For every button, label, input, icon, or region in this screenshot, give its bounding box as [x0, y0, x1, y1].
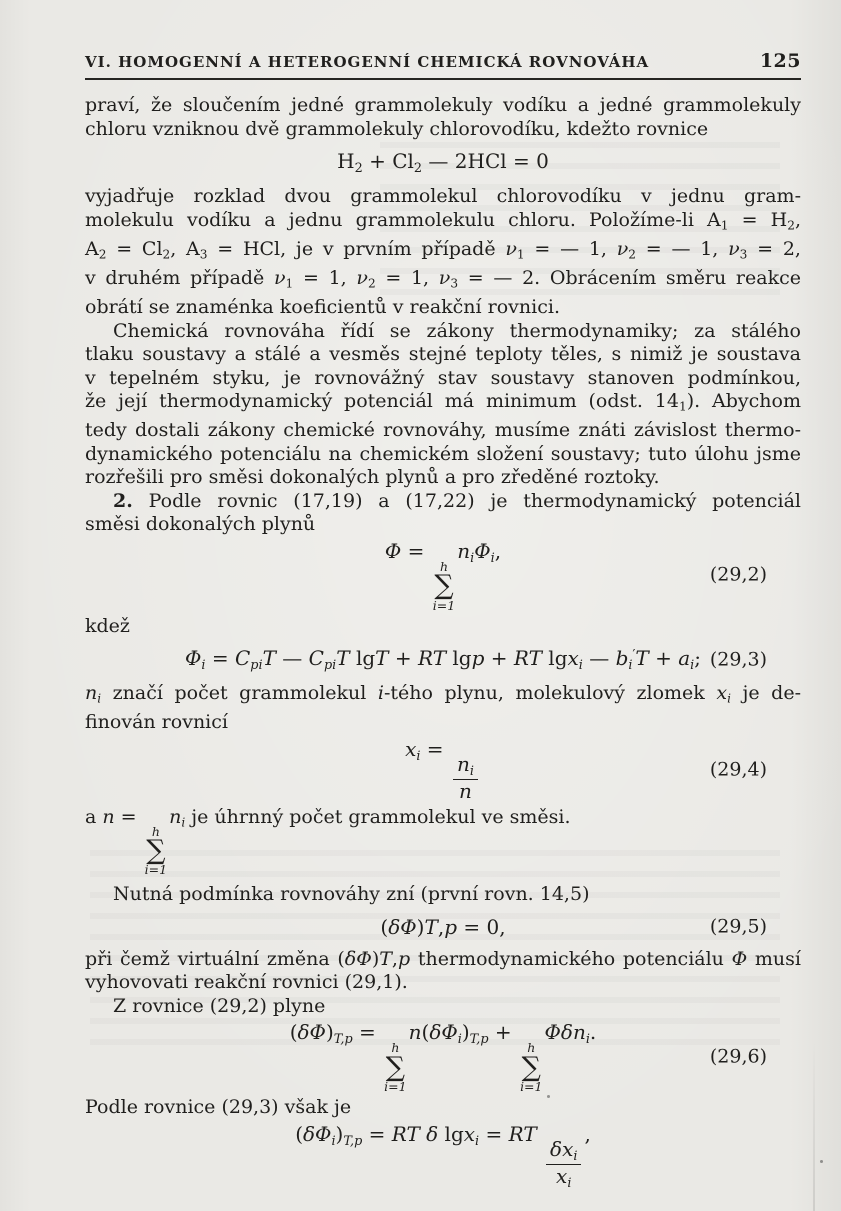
sum-upper-limit: h	[439, 558, 449, 574]
summation-symbol	[433, 560, 455, 612]
text-run: H	[337, 149, 355, 173]
sum-lower-limit: i=1	[384, 1079, 407, 1095]
text-run: T,p	[469, 1032, 489, 1048]
text-run: =	[362, 1121, 392, 1146]
text-run: n	[458, 779, 472, 804]
text-run: (	[380, 914, 389, 939]
text-line	[85, 267, 801, 296]
text-run: T	[336, 646, 350, 671]
text-run: a	[678, 646, 691, 671]
text-run: i	[181, 815, 186, 830]
text-run: (	[289, 1020, 298, 1045]
text-run: δΦ	[388, 914, 417, 939]
running-header	[85, 0, 801, 72]
text-run: ν	[356, 266, 368, 289]
text-run: (	[295, 1121, 303, 1146]
text-line	[85, 343, 801, 367]
text-run: Φ	[474, 538, 491, 563]
text-run: RT	[508, 1121, 537, 1146]
chapter-title: VI. HOMOGENNÍ A HETEROGENNÍ CHEMICKÁ ROVNOVÁHA	[85, 53, 650, 71]
text-run: )	[371, 947, 380, 970]
text-line	[85, 320, 801, 344]
text-run: ;	[694, 646, 702, 671]
text-run: Chemická rovnováha řídí se zákony thermodynamiky; za stálého	[113, 319, 801, 342]
text-run: lg	[438, 1121, 464, 1146]
text-run: T	[424, 914, 438, 939]
text-line	[85, 296, 801, 320]
text-run: tedy dostali zákony chemické rovnováhy, musíme znáti závislost thermo-	[85, 419, 801, 442]
text-run: p	[444, 914, 457, 939]
text-run: x	[716, 682, 728, 705]
text-run: ,	[437, 914, 445, 939]
equation-body	[405, 736, 450, 764]
text-run: vyhovovati reakční rovnici (29,1).	[85, 971, 408, 994]
text-run: i	[470, 550, 475, 566]
sum-upper-limit: h	[151, 823, 160, 839]
text-run: —	[582, 646, 616, 671]
text-run: Nutná podmínka rovnováhy zní (první rovn. 14,5)	[113, 883, 590, 906]
equation-body	[385, 539, 431, 563]
text-run: δΦ	[297, 1020, 326, 1045]
equation-body	[295, 1121, 543, 1149]
text-run: ν	[616, 237, 629, 260]
text-run: 2	[98, 247, 107, 262]
page-content	[85, 0, 801, 1193]
paragraph-mole-fraction	[85, 682, 801, 735]
text-run: = HCl, je v prvním případě	[207, 237, 506, 260]
text-run: T	[375, 646, 389, 671]
text-run: lg	[349, 646, 376, 671]
text-run: lg	[541, 646, 568, 671]
text-run: i	[727, 691, 731, 706]
text-run: )	[335, 1121, 344, 1146]
text-run: C	[308, 646, 324, 671]
text-run: δΦ	[344, 947, 372, 970]
body-text	[85, 94, 801, 1190]
text-run	[537, 1122, 543, 1146]
text-line-kdez	[85, 615, 801, 639]
text-run: T	[262, 646, 276, 671]
text-run: směsi dokonalých plynů	[85, 513, 316, 536]
text-run: —	[275, 646, 309, 671]
text-run: n	[457, 538, 471, 563]
text-line	[85, 209, 801, 238]
text-run: i	[201, 657, 206, 673]
text-run: je úhrnný počet grammolekul ve směsi.	[185, 806, 571, 829]
text-run: i	[578, 657, 583, 673]
text-run: T	[379, 947, 392, 970]
summation-symbol	[384, 1041, 406, 1093]
text-run: = 0,	[457, 914, 506, 939]
text-run: 2	[162, 247, 171, 262]
text-run: i	[331, 1133, 336, 1149]
sum-upper-limit: h	[391, 1040, 400, 1056]
text-run: =	[401, 538, 431, 563]
paragraph-section-2	[85, 490, 801, 537]
text-run: 1	[516, 247, 525, 262]
equation-body	[184, 646, 702, 673]
text-run: n	[169, 806, 182, 829]
equation-body	[408, 1020, 519, 1048]
text-run: finován rovnicí	[85, 711, 228, 734]
text-run: = H	[728, 208, 788, 231]
text-run: vyjadřuje rozklad dvou grammolekul chlorovodíku v jednu gram-	[85, 185, 801, 208]
text-run: i	[97, 691, 102, 706]
text-run: T,p	[343, 1133, 363, 1149]
text-run: n	[85, 682, 98, 705]
fraction-numerator	[453, 751, 478, 780]
text-run: kdež	[85, 614, 130, 637]
text-line	[85, 94, 801, 118]
equation-29-4	[85, 737, 801, 802]
text-run: x	[567, 646, 579, 671]
text-run: i	[585, 1032, 590, 1048]
text-run: 3	[450, 276, 459, 291]
text-run: = — 1,	[524, 237, 617, 260]
text-run: T,p	[333, 1032, 353, 1048]
text-run: p	[397, 947, 411, 970]
text-run: i	[469, 763, 474, 779]
text-run: ν	[505, 237, 517, 260]
text-run: thermodynamického potenciálu	[410, 947, 732, 970]
text-run: + Cl	[362, 149, 414, 173]
text-run: +	[648, 646, 679, 671]
text-run: n	[456, 751, 470, 776]
text-line-from-eq	[85, 995, 801, 1019]
fraction	[546, 1136, 581, 1191]
text-line	[85, 466, 801, 490]
summation-symbol	[520, 1041, 542, 1093]
sigma-glyph: ∑	[385, 1051, 406, 1083]
text-run: — 2HCl = 0	[422, 149, 549, 173]
text-run: pi	[323, 657, 337, 673]
text-run: =	[205, 646, 235, 671]
text-run: ,	[494, 538, 502, 563]
text-run: 2	[787, 218, 795, 233]
text-run: 2	[367, 276, 376, 291]
text-run: n	[102, 806, 115, 829]
text-line	[85, 948, 801, 972]
text-run: že její thermodynamický potenciál má minimum (odst. 14	[85, 390, 679, 413]
equation-29-5	[85, 915, 801, 939]
text-run: )	[416, 914, 425, 939]
text-run: ν	[273, 266, 286, 289]
text-run: i	[377, 682, 384, 705]
text-run: Podle rovnice (29,3) však je	[85, 1096, 352, 1119]
text-run: i	[573, 1148, 578, 1164]
text-run: = 1,	[293, 266, 357, 289]
text-run: je de-	[730, 682, 801, 705]
text-run: ,	[584, 1121, 591, 1146]
text-line	[85, 367, 801, 391]
text-run: A	[85, 237, 99, 260]
text-run: Φδn	[544, 1020, 586, 1045]
text-run: molekulu vodíku a jednu grammolekulu chloru. Položíme-li A	[85, 208, 721, 231]
text-run-group	[169, 806, 570, 828]
text-run: C	[234, 646, 251, 671]
text-run: ,	[794, 208, 801, 231]
text-run: značí počet grammolekul	[101, 682, 378, 705]
paper-speck	[820, 1160, 823, 1163]
paragraph-decomposition	[85, 185, 801, 319]
text-run: v druhém případě	[85, 266, 274, 289]
text-run: 2.	[113, 489, 133, 512]
text-run: RT	[391, 1121, 420, 1146]
equation-29-2	[85, 539, 801, 612]
text-run: i	[567, 1175, 572, 1191]
text-line	[85, 238, 801, 267]
equation-body	[584, 1122, 590, 1146]
text-line-according	[85, 1096, 801, 1120]
sum-lower-limit: i=1	[144, 862, 168, 878]
text-run: i	[457, 1032, 462, 1048]
text-run: i	[690, 657, 695, 673]
text-run: 2	[413, 160, 423, 176]
text-run: při čemž virtuální změna (	[85, 947, 345, 970]
text-line	[85, 513, 801, 537]
equation-body	[457, 538, 502, 566]
text-run: δ	[426, 1121, 439, 1146]
text-line-total-moles	[85, 808, 801, 876]
fraction-denominator	[455, 780, 476, 802]
text-run: i	[475, 1133, 480, 1149]
sigma-glyph: ∑	[146, 834, 166, 866]
summation-symbol	[145, 825, 167, 877]
header-rule	[85, 78, 801, 80]
text-run: ). Abychom	[686, 390, 801, 413]
text-line	[85, 490, 801, 514]
text-run: Φ	[384, 538, 402, 563]
text-run: rozřešili pro směsi dokonalých plynů a pro zředěné roztoky.	[85, 466, 660, 489]
equation-number: (29,4)	[709, 758, 767, 781]
sum-lower-limit: i=1	[432, 597, 456, 613]
equation-final	[85, 1122, 801, 1191]
text-line	[85, 419, 801, 443]
text-run: praví, že sloučením jedné grammolekuly vodíku a jedné grammolekuly	[85, 94, 801, 116]
text-run: 3	[739, 247, 748, 262]
text-run: chloru vzniknou dvě grammolekuly chlorovodíku, kdežto rovnice	[85, 117, 709, 140]
text-line	[85, 682, 801, 711]
text-run: .	[589, 1020, 597, 1045]
text-run: 2	[354, 160, 363, 176]
text-run: = 2,	[747, 237, 801, 260]
text-line	[85, 390, 801, 419]
text-run: ′	[632, 647, 636, 663]
text-line-condition	[85, 883, 801, 907]
equation-body	[289, 1020, 383, 1048]
text-run: 1	[720, 218, 729, 233]
text-run: =	[352, 1020, 383, 1045]
text-run: Podle rovnic (17,19) a (17,22) je thermodynamický potenciál	[132, 489, 801, 512]
text-run: Φ	[184, 646, 202, 671]
sigma-glyph: ∑	[434, 569, 454, 601]
equation-number: (29,5)	[709, 915, 767, 938]
text-run: T	[635, 646, 649, 671]
fraction-numerator	[546, 1136, 581, 1165]
text-run: v tepelném styku, je rovnovážný stav soustavy stanoven podmínkou,	[85, 366, 801, 389]
text-run: lg	[446, 646, 472, 671]
text-run: +	[484, 646, 514, 671]
text-run: RT	[513, 646, 542, 671]
text-run: ν	[438, 266, 451, 289]
equation-number: (29,3)	[709, 648, 767, 671]
sum-lower-limit: i=1	[520, 1079, 543, 1095]
text-run: n	[408, 1020, 422, 1045]
text-run: dynamického potenciálu na chemickém složení soustavy; tuto úlohu jsme	[85, 442, 801, 465]
text-run: obrátí se znaménka koeficientů v reakční rovnici.	[85, 296, 560, 319]
text-run: RT	[417, 646, 447, 671]
text-run: pi	[250, 657, 263, 673]
text-run-group	[85, 806, 143, 828]
equation-body	[380, 915, 505, 939]
text-run: i	[416, 748, 421, 764]
text-line	[85, 185, 801, 209]
text-run: +	[488, 1020, 519, 1045]
text-run: 1	[678, 399, 687, 414]
text-line	[85, 118, 801, 142]
text-run: )	[461, 1020, 470, 1045]
text-run: (	[421, 1020, 430, 1045]
text-run: b	[615, 646, 629, 671]
fraction	[453, 751, 478, 804]
text-run: δΦ	[429, 1020, 458, 1045]
text-run: )	[325, 1020, 334, 1045]
text-run: δΦ	[303, 1121, 332, 1146]
text-run: , A	[170, 237, 200, 260]
text-run: -tého plynu, molekulový zlomek	[383, 682, 717, 705]
sum-upper-limit: h	[527, 1040, 536, 1056]
equation-body	[544, 1020, 597, 1048]
text-run: 1	[285, 276, 294, 291]
text-run: i	[628, 657, 633, 673]
text-run: = — 1,	[636, 237, 729, 260]
text-run: ,	[391, 947, 398, 970]
text-run: =	[479, 1121, 509, 1146]
equation-number: (29,6)	[709, 1045, 767, 1068]
text-run: = 1,	[375, 266, 439, 289]
text-run: = Cl	[106, 237, 163, 260]
sigma-glyph: ∑	[521, 1051, 541, 1083]
text-run: Z rovnice (29,2) plyne	[113, 994, 326, 1017]
equation-29-3	[85, 646, 801, 673]
fraction-denominator	[552, 1165, 575, 1190]
text-run: = — 2. Obrácením směru reakce	[458, 266, 801, 289]
text-run: =	[420, 736, 450, 761]
text-run: musí	[747, 947, 801, 970]
text-line	[85, 711, 801, 735]
paragraph-intro	[85, 94, 801, 141]
text-run: x	[405, 736, 417, 761]
text-run: a	[85, 806, 103, 829]
text-run: p	[471, 646, 485, 671]
text-run: +	[388, 646, 418, 671]
paragraph-virtual-change	[85, 948, 801, 995]
text-run: x	[556, 1164, 568, 1189]
text-run: i	[490, 550, 495, 566]
paragraph-equilibrium	[85, 320, 801, 490]
page-number: 125	[759, 50, 801, 72]
text-run: ν	[728, 237, 740, 260]
equation-body	[337, 149, 549, 176]
text-run: 3	[199, 247, 208, 262]
equation-number: (29,2)	[709, 563, 767, 586]
text-run: Φ	[731, 947, 748, 970]
text-line	[85, 443, 801, 467]
text-line	[85, 971, 801, 995]
text-run: x	[463, 1121, 476, 1146]
text-run: tlaku soustavy a stálé a vesměs stejné teploty těles, s nimiž je soustava	[85, 343, 801, 366]
equation-reaction	[85, 149, 801, 176]
text-run: =	[114, 806, 143, 829]
text-run: 2	[628, 247, 637, 262]
equation-29-6	[85, 1020, 801, 1093]
text-run: δx	[550, 1136, 574, 1161]
